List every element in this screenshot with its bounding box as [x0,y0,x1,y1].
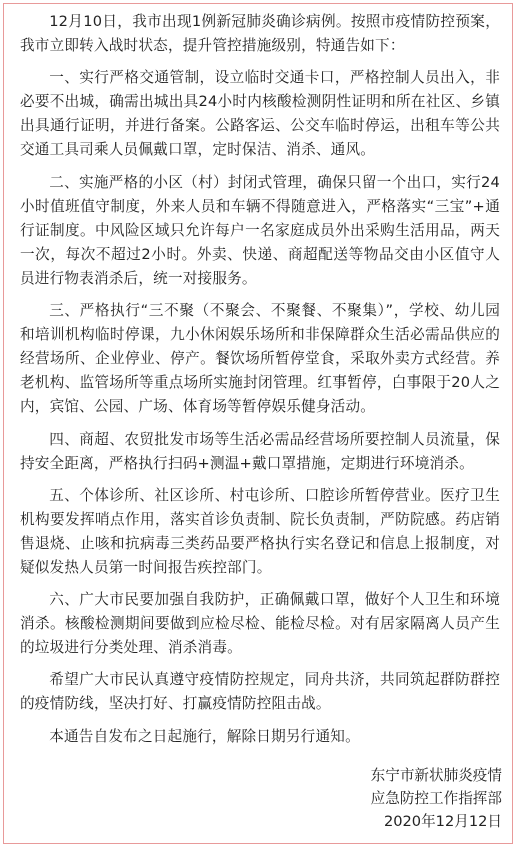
intro-paragraph: 12月10日，我市出现1例新冠肺炎确诊病例。按照市疫情防控预案，我市立即转入战时状态，提升管控措施级别，特通告如下： [20,13,500,55]
effective-date-paragraph: 本通告自发布之日起施行，解除日期另行通知。 [49,727,360,745]
issuer-line-2: 应急防控工作指挥部 [370,790,502,807]
signature-block [371,764,502,833]
notice-body [20,10,500,757]
item-2-community-lockdown: 二、实施严格的小区（村）封闭式管理，确保只留一个出口，实行24小时值班值守制度，外来人员和车辆不得随意进入，严格落实“三宝”+通行证制度。中风险区域只允许每户一名家庭成员外出采购生活用品，两天一次，每次不超过2小时。外卖、快递、商超配送等物品交由小区值守人员进行物表消杀后，统一对接服务。 [20,173,500,287]
item-4-markets: 四、商超、农贸批发市场等生活必需品经营场所要控制人员流量，保持安全距离，严格执行扫码+测温+戴口罩措施，定期进行环境消杀。 [20,430,500,472]
appeal-paragraph: 希望广大市民认真遵守疫情防控规定，同舟共济，共同筑起群防群控的疫情防线，坚决打好、打赢疫情防控阻击战。 [20,671,500,713]
issue-date: 2020年12月12日 [383,813,502,830]
item-5-clinics: 五、个体诊所、社区诊所、村屯诊所、口腔诊所暂停营业。医疗卫生机构要发挥哨点作用，落实首诊负责制、院长负责制，严防院感。药店销售退烧、止咳和抗病毒三类药品要严格执行实名登记和信息上报制度，对疑似发热人员第一时间报告疾控部门。 [20,486,500,576]
item-3-no-gathering: 三、严格执行“三不聚（不聚会、不聚餐、不聚集）”，学校、幼儿园和培训机构临时停课，九小休闲娱乐场所和非保障群众生活必需品供应的经营场所、企业停业、停产。餐饮场所暂停堂食，采取外卖方式经营。养老机构、监管场所等重点场所实施封闭管理。红事暂停，白事限于20人之内，宾馆、公园、广场、体育场等暂停娱乐健身活动。 [20,302,500,416]
item-6-self-protection: 六、广大市民要加强自我防护，正确佩戴口罩，做好个人卫生和环境消杀。核酸检测期间要做到应检尽检、能检尽检。对有居家隔离人员产生的垃圾进行分类处理、消杀消毒。 [20,591,500,657]
item-1-traffic-control: 一、实行严格交通管制，设立临时交通卡口，严格控制人员出入，非必要不出城，确需出城出具24小时内核酸检测阴性证明和所在社区、乡镇出具通行证明，并进行备案。公路客运、公交车临时停运，出租车等公共交通工具司乘人员佩戴口罩，定时保洁、消杀、通风。 [20,69,500,159]
issuer-line-1: 东宁市新状肺炎疫情 [370,767,502,784]
